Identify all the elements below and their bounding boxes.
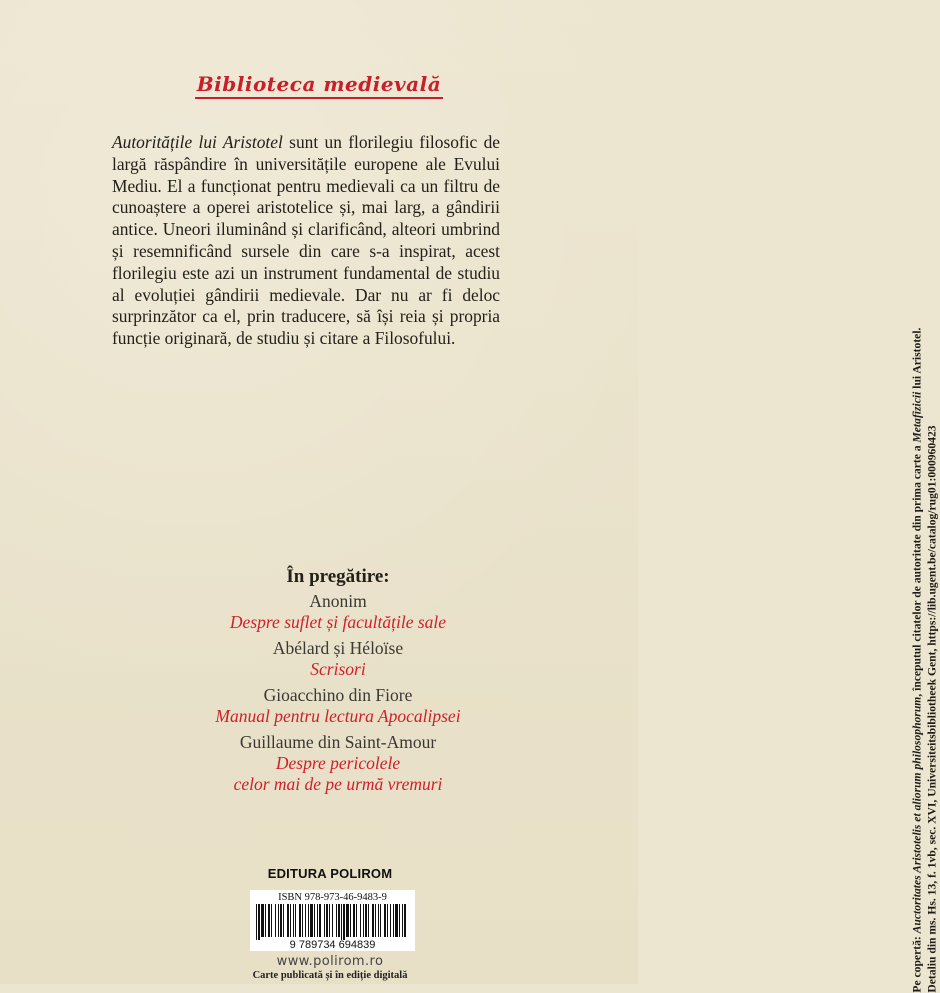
barcode-bar — [390, 904, 391, 937]
barcode-bar — [280, 904, 282, 937]
barcode-bar — [353, 904, 355, 937]
series-title — [0, 72, 638, 96]
cover-image-credit — [910, 33, 939, 993]
upcoming-author: Gioacchino din Fiore — [263, 685, 413, 705]
barcode-bar — [299, 904, 301, 937]
barcode-bar — [329, 904, 330, 937]
isbn-number: ISBN 978-973-46-9483-9 — [278, 892, 387, 903]
upcoming-title — [160, 659, 516, 680]
barcode-bar — [384, 904, 386, 937]
description-book-title: Autoritățile lui Aristotel — [112, 132, 283, 152]
barcode-bar — [399, 904, 400, 937]
barcode-bar — [332, 904, 333, 937]
in-preparation-heading: În pregătire: — [286, 566, 390, 587]
publisher-website[interactable]: www.polirom.ro — [276, 954, 384, 969]
upcoming-title — [160, 706, 516, 727]
barcode-bar — [346, 904, 349, 937]
barcode-bar — [283, 904, 284, 937]
upcoming-author: Anonim — [309, 591, 367, 611]
barcode-block — [250, 890, 415, 951]
upcoming-title — [160, 753, 516, 795]
barcode-bar — [261, 904, 264, 937]
barcode-bar — [271, 904, 272, 937]
credit-work-title: Metafizicii — [910, 391, 924, 443]
series-title-text: Biblioteca medievală — [195, 72, 443, 99]
upcoming-author: Abélard și Héloïse — [272, 638, 404, 658]
barcode-bar — [293, 904, 294, 937]
barcode-bar — [372, 904, 374, 937]
barcode-bar — [402, 904, 403, 937]
barcode-bar — [393, 904, 394, 937]
barcode-bar — [317, 904, 318, 937]
barcode-bar — [363, 904, 364, 937]
credit-suffix: lui Aristotel. — [910, 327, 924, 392]
barcode-bar — [387, 904, 388, 937]
barcode-bar — [324, 904, 325, 937]
credit-manuscript-title: Auctoritates Aristotelis et aliorum philosophorum — [910, 696, 924, 934]
publisher-name: EDITURA POLIROM — [267, 866, 393, 881]
in-preparation-section — [160, 565, 516, 800]
barcode-bar — [375, 904, 376, 937]
barcode-bar — [378, 904, 379, 937]
barcode-bar — [365, 904, 367, 937]
barcode-digits: 9 789734 694839 — [289, 939, 376, 951]
barcode-bar — [305, 904, 306, 937]
barcode-bar — [310, 904, 313, 937]
barcode-bar — [360, 904, 361, 937]
barcode-icon — [252, 904, 413, 950]
barcode-bar — [275, 904, 276, 937]
credit-line-1 — [910, 33, 925, 993]
barcode-bar — [256, 904, 257, 940]
upcoming-title-line: Despre pericolele — [275, 753, 401, 773]
upcoming-title-line: Scrisori — [310, 659, 366, 679]
barcode-bar — [395, 904, 398, 937]
barcode-bar — [290, 904, 291, 937]
upcoming-title-line: celor mai de pe urmă vremuri — [233, 774, 443, 794]
barcode-bar — [356, 904, 357, 937]
barcode-bar — [319, 904, 321, 937]
barcode-bar — [404, 904, 406, 937]
barcode-bar — [336, 904, 337, 937]
barcode-bar — [265, 904, 266, 937]
upcoming-title-line: Despre suflet și facultățile sale — [229, 612, 447, 632]
barcode-bar — [268, 904, 270, 937]
barcode-bar — [258, 904, 260, 940]
credit-line-2: Detaliu din ms. Hs. 13, f. 1vb, sec. XVI, Universiteitsbibliotheek Gent, https://lib.ugent.be/catalog/rug01:000960423 — [925, 425, 938, 993]
barcode-bar — [350, 904, 351, 937]
description-text: sunt un florilegiu filosofic de largă răspândire în universitățile europene ale Evului Mediu. El a funcționat pentru medievali ca un filtru de cunoaștere a operei aristotelice și, mai larg, a gândirii antice. Uneori iluminând și clarificând, alteori umbrind și resemnificând sursele din care s-a inspirat, acest florilegiu este azi un instrument fundamental de studiu al evoluției gândirii medievale. Dar nu ar fi deloc surprinzător ca el, prin traducere, să își reia și propria funcție originară, de studiu și citare a Filosofului. — [112, 132, 501, 349]
barcode-bar — [308, 904, 309, 937]
barcode-bar — [326, 904, 328, 937]
barcode-bar — [278, 904, 279, 937]
credit-prefix: Pe copertă: — [910, 933, 924, 993]
barcode-bar — [380, 904, 381, 937]
book-description — [112, 132, 500, 350]
barcode-bar — [295, 904, 296, 937]
barcode-bar — [368, 904, 369, 937]
barcode-bar — [343, 904, 345, 940]
barcode-bar — [302, 904, 303, 937]
digital-edition-note: Carte publicată și în ediție digitală — [252, 970, 408, 981]
barcode-bar — [287, 904, 289, 937]
credit-middle: , începutul citatelor de autoritate din prima carte a — [910, 442, 924, 697]
upcoming-author: Guillaume din Saint-Amour — [239, 732, 437, 752]
upcoming-title — [160, 612, 516, 633]
barcode-bar — [341, 904, 342, 940]
barcode-bar — [338, 904, 340, 937]
barcode-bar — [314, 904, 315, 937]
upcoming-title-line: Manual pentru lectura Apocalipsei — [215, 706, 461, 726]
